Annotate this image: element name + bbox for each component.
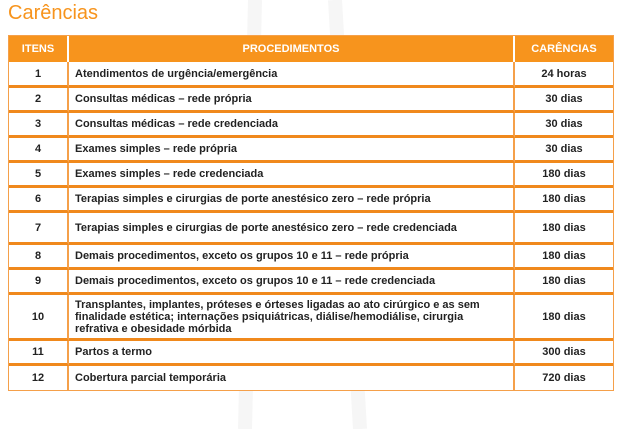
waiting-period: 24 horas [515,62,613,88]
item-number: 7 [9,213,69,245]
table-row [9,88,613,113]
item-number: 12 [9,366,69,390]
table-row [9,341,613,366]
item-number: 1 [9,62,69,88]
procedure-name: Partos a termo [69,341,515,366]
waiting-period: 180 dias [515,295,613,341]
procedure-name: Transplantes, implantes, próteses e órteses ligadas ao ato cirúrgico e as sem finalidade estética; internações psiquiátricas, diálise/hemodiálise, cirurgia refrativa e obesidade mórbida [69,295,515,341]
procedure-name: Cobertura parcial temporária [69,366,515,390]
table-row [9,270,613,295]
procedure-name: Atendimentos de urgência/emergência [69,62,515,88]
waiting-period: 30 dias [515,113,613,138]
waiting-period: 180 dias [515,188,613,213]
waiting-period-table [8,35,614,391]
table-row [9,113,613,138]
waiting-period: 180 dias [515,245,613,270]
procedure-name: Demais procedimentos, exceto os grupos 10 e 11 – rede credenciada [69,270,515,295]
waiting-period: 30 dias [515,88,613,113]
procedure-name: Demais procedimentos, exceto os grupos 10 e 11 – rede própria [69,245,515,270]
page-title: Carências [8,2,99,24]
item-number: 10 [9,295,69,341]
waiting-period: 180 dias [515,270,613,295]
procedure-name: Consultas médicas – rede própria [69,88,515,113]
procedure-name: Terapias simples e cirurgias de porte anestésico zero – rede credenciada [69,213,515,245]
item-number: 2 [9,88,69,113]
procedure-name: Terapias simples e cirurgias de porte anestésico zero – rede própria [69,188,515,213]
table-row [9,138,613,163]
column-header-items: ITENS [9,36,69,62]
table-header-row [9,36,613,62]
table-row [9,245,613,270]
waiting-period: 300 dias [515,341,613,366]
item-number: 8 [9,245,69,270]
table-row [9,295,613,341]
waiting-period: 180 dias [515,163,613,188]
table-row [9,188,613,213]
table-row [9,163,613,188]
table-row [9,366,613,390]
waiting-period: 30 dias [515,138,613,163]
table-row [9,62,613,88]
column-header-waiting: CARÊNCIAS [515,36,613,62]
item-number: 4 [9,138,69,163]
procedure-name: Consultas médicas – rede credenciada [69,113,515,138]
column-header-procedures: PROCEDIMENTOS [69,36,515,62]
waiting-period: 180 dias [515,213,613,245]
waiting-period: 720 dias [515,366,613,390]
item-number: 6 [9,188,69,213]
item-number: 5 [9,163,69,188]
procedure-name: Exames simples – rede própria [69,138,515,163]
item-number: 11 [9,341,69,366]
procedure-name: Exames simples – rede credenciada [69,163,515,188]
item-number: 3 [9,113,69,138]
item-number: 9 [9,270,69,295]
table-row [9,213,613,245]
